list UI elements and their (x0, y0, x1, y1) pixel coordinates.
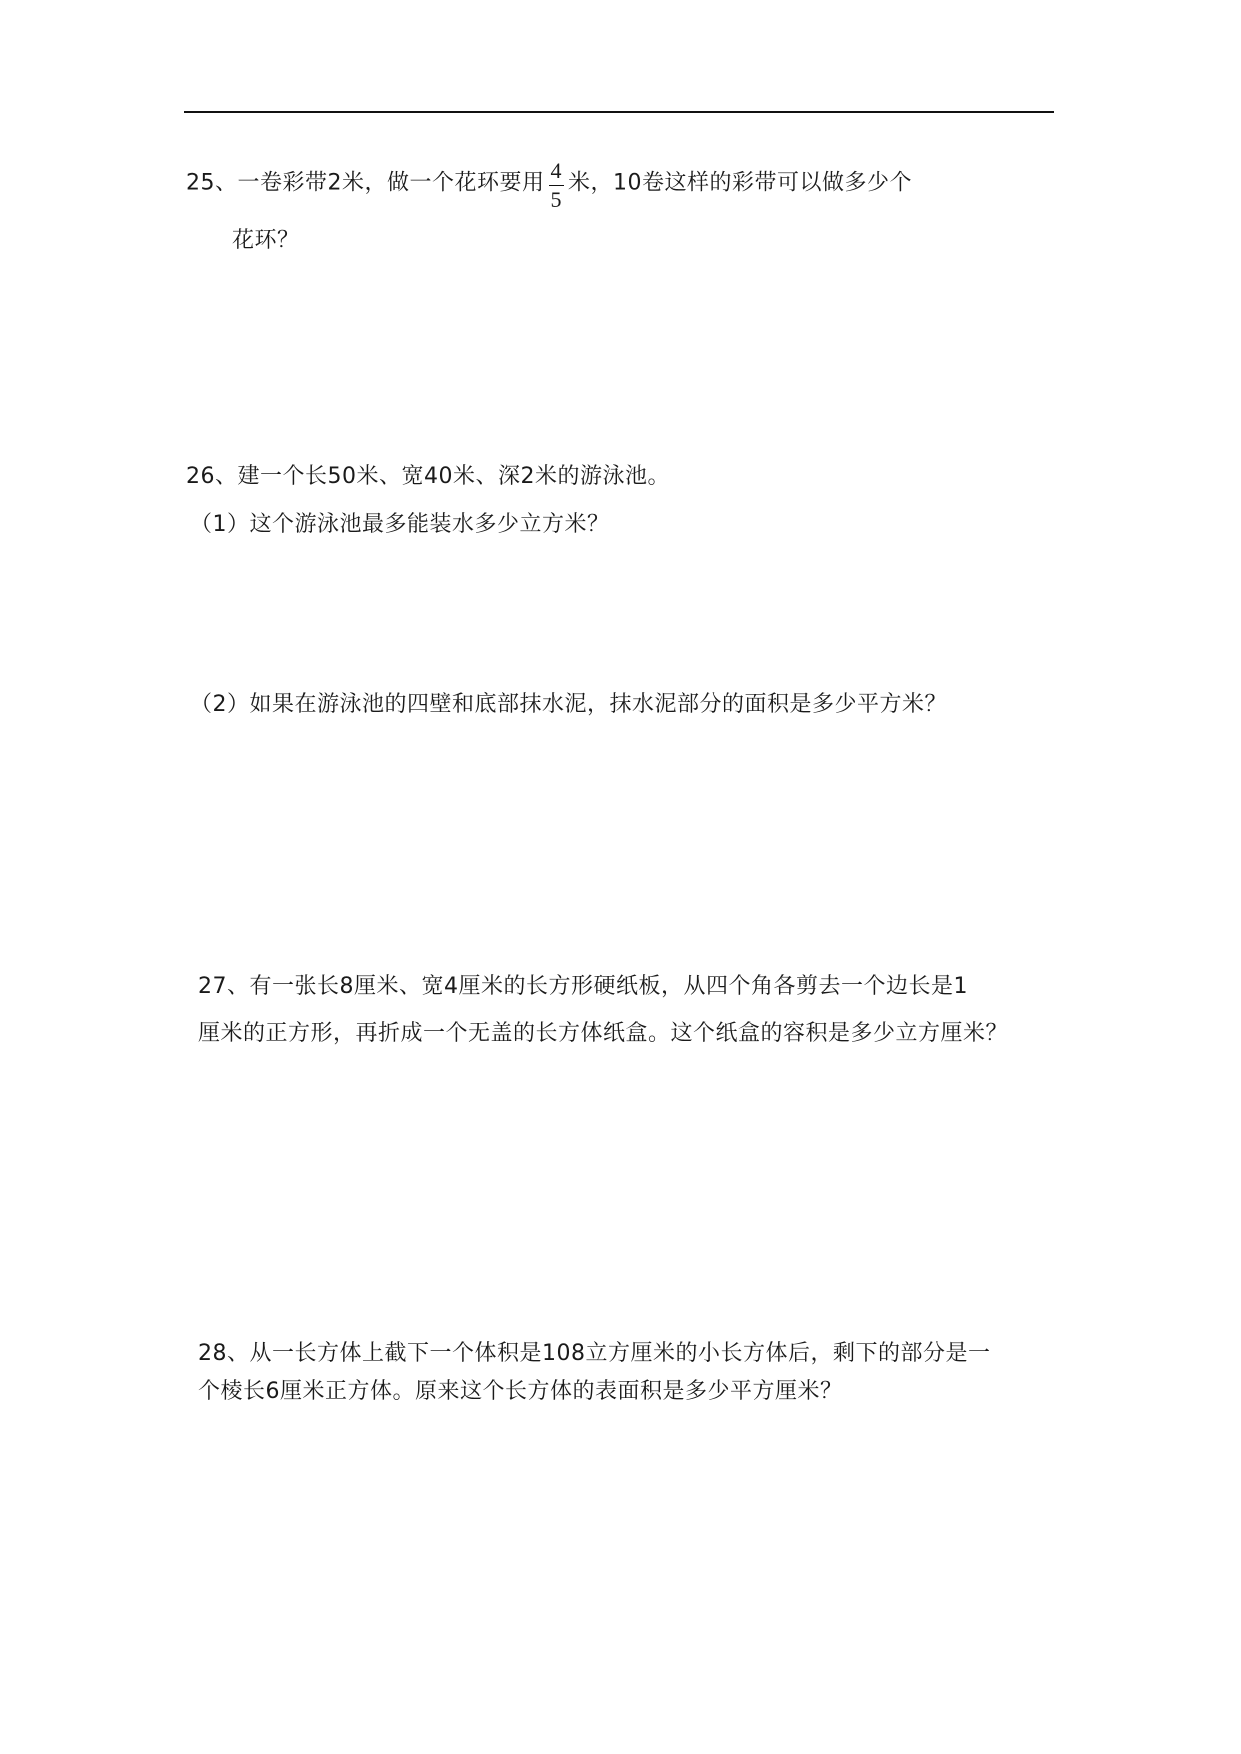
q25-fraction-numerator: 4 (549, 160, 565, 186)
q26-title: 26、建一个长50米、宽40米、深2米的游泳池。 (186, 464, 670, 489)
q28-line1: 28、从一长方体上截下一个体积是108立方厘米的小长方体后，剩下的部分是一 (198, 1341, 991, 1366)
q27-line2: 厘米的正方形，再折成一个无盖的长方体纸盒。这个纸盒的容积是多少立方厘米？ (198, 1021, 1009, 1046)
q26-part1: （1）这个游泳池最多能装水多少立方米？ (190, 512, 610, 537)
q25-text-before-fraction: 25、一卷彩带2米，做一个花环要用 (186, 170, 545, 196)
q25-text-after-fraction: 米，10卷这样的彩带可以做多少个 (568, 170, 912, 196)
q28-line2: 个棱长6厘米正方体。原来这个长方体的表面积是多少平方厘米？ (198, 1379, 843, 1404)
header-divider (184, 111, 1054, 113)
q27-line1: 27、有一张长8厘米、宽4厘米的长方形硬纸板，从四个角各剪去一个边长是1 (198, 974, 968, 999)
q25-fraction-denominator: 5 (550, 187, 562, 212)
q26-part2: （2）如果在游泳池的四壁和底部抹水泥，抹水泥部分的面积是多少平方米？ (190, 692, 947, 717)
q25-line2: 花环？ (232, 228, 300, 253)
q25-fraction (549, 160, 565, 211)
q25-line1 (186, 158, 912, 212)
